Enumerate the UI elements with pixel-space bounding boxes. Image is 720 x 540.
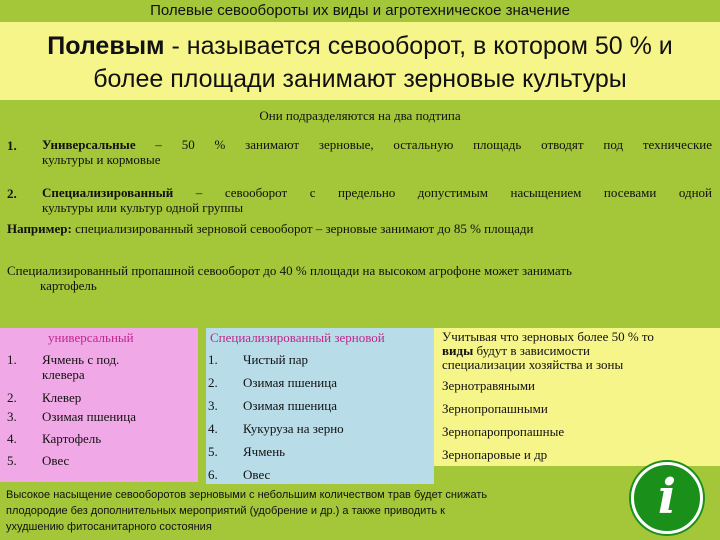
types-intro-line2: будут в зависимости: [473, 343, 590, 358]
list-item: 1. Ячмень с под. клевера: [7, 352, 120, 382]
item-1-line1: – 50 % занимают зерновые, остальную площадь отводят под технические: [135, 137, 712, 152]
list-item: Зернотравяными: [442, 378, 535, 393]
specialized-title: Специализированный зерновой: [210, 330, 385, 345]
example-line: [7, 221, 712, 236]
universal-title: универсальный: [48, 330, 134, 345]
types-list: [442, 374, 564, 466]
example-text: специализированный зерновой севооборот – зерновые занимают до 85 % площади: [71, 221, 534, 236]
list-item: 6. Овес: [208, 467, 271, 482]
list-item: Зернопропашными: [442, 401, 548, 416]
rotation-types-box: [434, 328, 720, 466]
item-1-number: 1.: [7, 138, 17, 153]
row-crop-note-line1: Специализированный пропашной севооборот до 40 % площади на высоком агрофоне может занимать: [7, 263, 572, 278]
types-intro: [442, 330, 654, 372]
list-item: Зернопаровые и др: [442, 447, 548, 462]
list-item: 1. Чистый пар: [208, 352, 309, 367]
list-item: 4. Кукуруза на зерно: [208, 421, 344, 436]
list-item: 3. Озимая пшеница: [208, 398, 337, 413]
list-item: 4. Картофель: [7, 431, 102, 446]
row-crop-note-line2: картофель: [40, 278, 97, 293]
types-intro-line3: специализации хозяйства и зоны: [442, 357, 624, 372]
list-item: 2. Озимая пшеница: [208, 375, 337, 390]
specialized-rotation-box: [206, 328, 434, 484]
definition-bold-word: Полевым: [47, 32, 165, 60]
bottom-note-line3: ухудшению фитосанитарного состояния: [6, 521, 212, 533]
item-2-text: [42, 185, 712, 215]
item-2-term: Специализированный: [42, 185, 174, 200]
definition-heading: [10, 30, 710, 96]
item-2-line1: – севооборот с предельно допустимым насыщением посевами одной: [173, 185, 712, 200]
specialized-list: [208, 348, 344, 486]
item-1-term: Универсальные: [42, 137, 136, 152]
example-label: Например:: [7, 221, 72, 236]
list-item: 2. Клевер: [7, 390, 82, 405]
subtypes-intro: Они подразделяются на два подтипа: [259, 108, 461, 123]
item-2-number: 2.: [7, 186, 17, 201]
row-crop-note: [7, 263, 712, 293]
definition-line1: - называется севооборот, в котором 50 % и: [164, 32, 673, 60]
list-item: 3. Озимая пшеница: [7, 409, 136, 424]
list-item: 5. Ячмень: [208, 444, 286, 459]
types-intro-bold: виды: [442, 343, 474, 358]
definition-line2: более площади занимают зерновые культуры: [93, 65, 627, 93]
universal-rotation-box: [0, 328, 198, 482]
bottom-note-line1: Высокое насыщение севооборотов зерновыми с небольшим количеством трав будет снижать: [6, 489, 488, 501]
universal-list: [7, 348, 192, 472]
bottom-note: [6, 487, 581, 535]
bottom-note-line2: плодородие без дополнительных мероприятий (удобрение и др.) а также приводить к: [6, 505, 445, 517]
item-1-line2: культуры и кормовые: [42, 152, 161, 167]
info-icon: [631, 462, 703, 534]
list-item: Зернопаропропашные: [442, 424, 565, 439]
list-item: 5. Овес: [7, 453, 70, 468]
item-1-text: [42, 137, 712, 167]
info-icon-glyph: i: [657, 469, 677, 525]
types-intro-line1: Учитывая что зерновых более 50 % то: [442, 329, 654, 344]
slide-title: Полевые севообороты их виды и агротехническое значение: [150, 2, 570, 19]
item-2-line2: культуры или культур одной группы: [42, 200, 244, 215]
